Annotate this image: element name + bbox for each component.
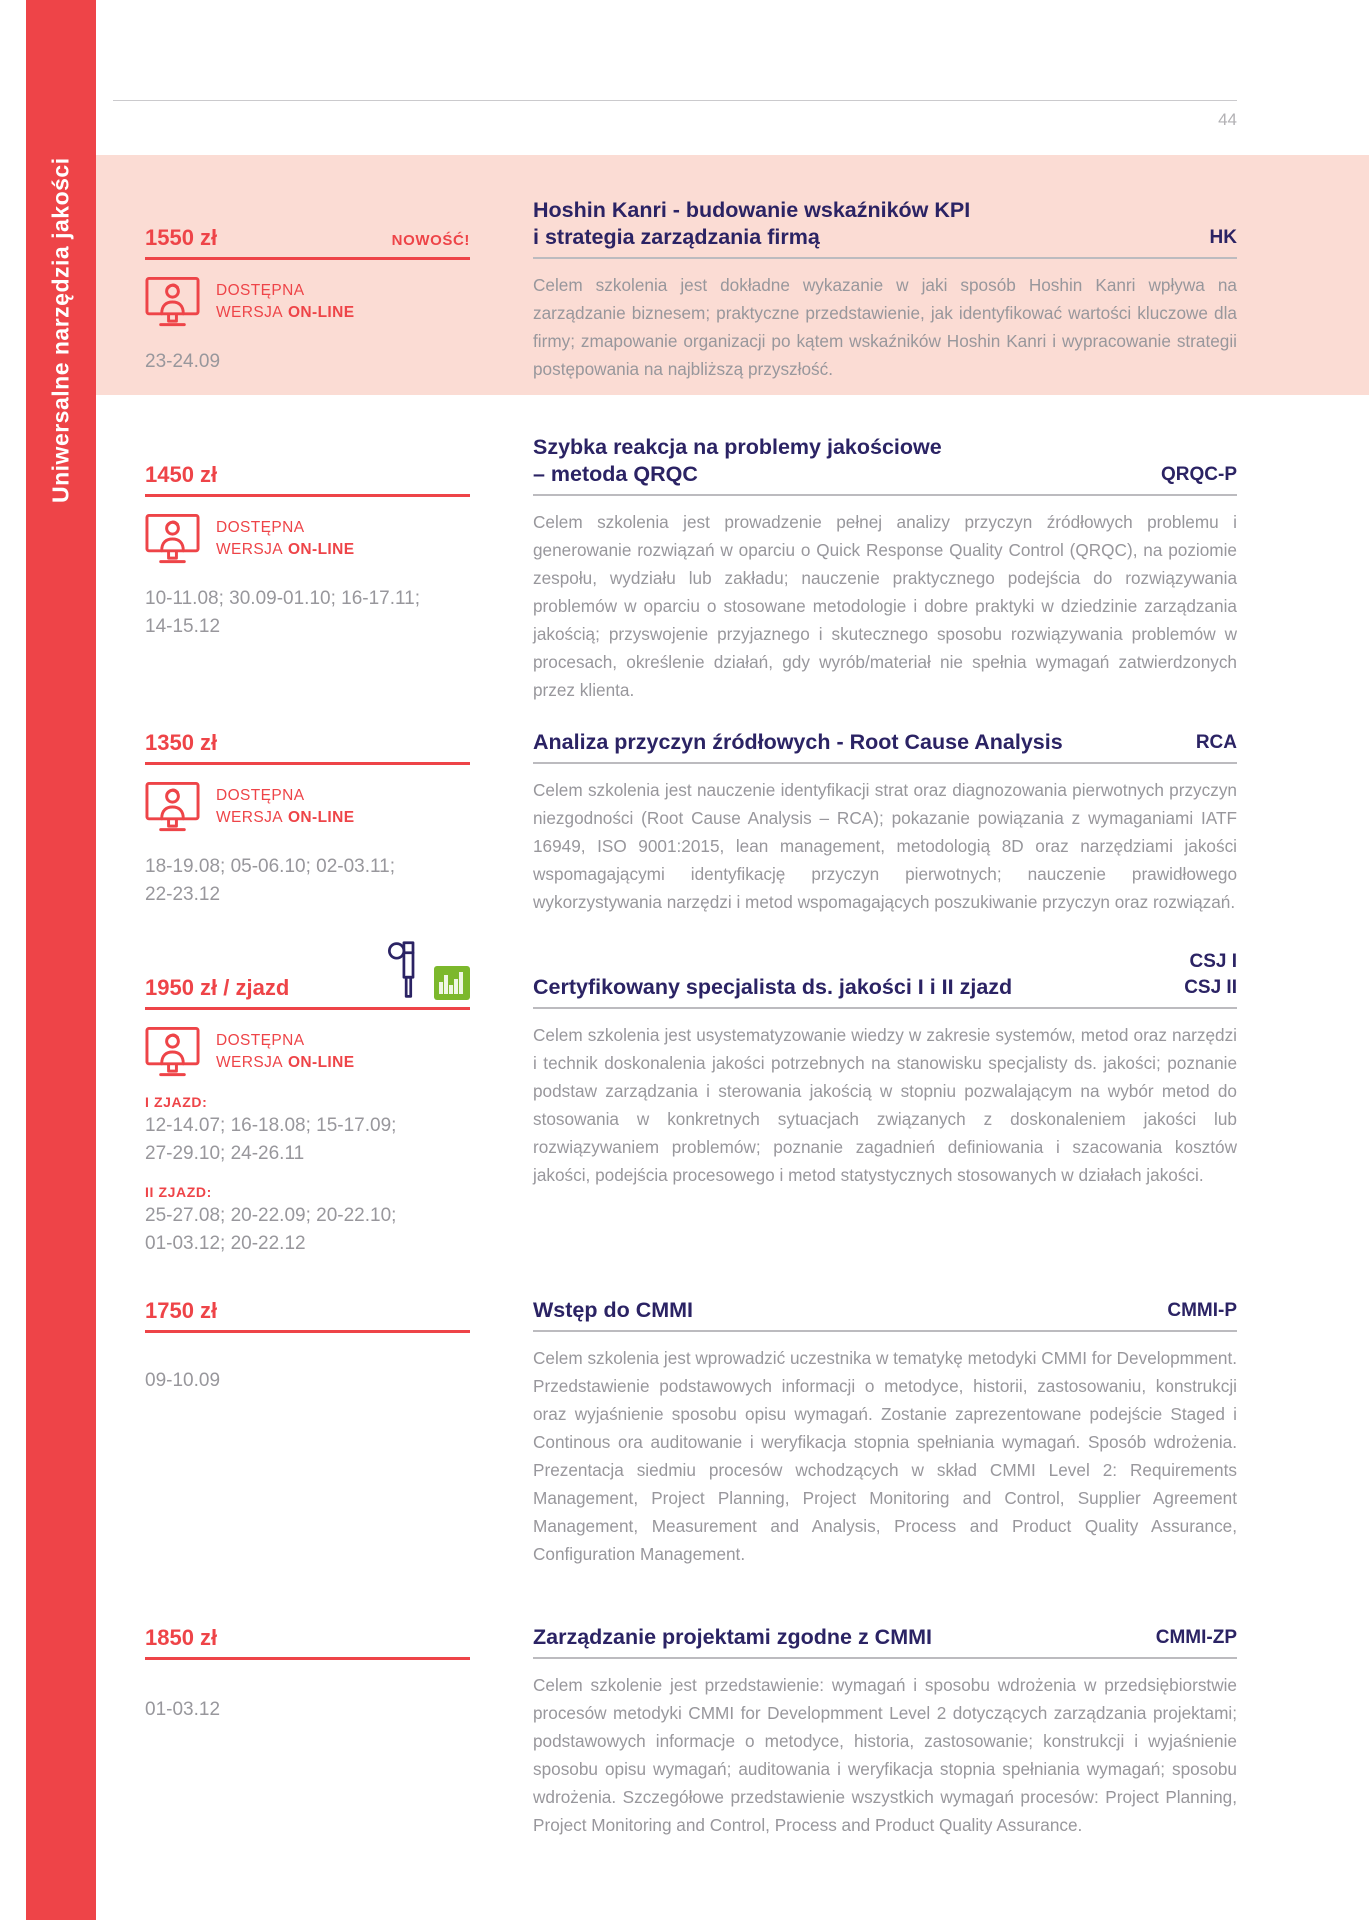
date-line: 23-24.09 bbox=[145, 351, 221, 372]
title-row bbox=[533, 1605, 1237, 1651]
title-divider bbox=[533, 1657, 1237, 1659]
course-code bbox=[1210, 225, 1237, 251]
course-entry-hk bbox=[145, 179, 1237, 383]
date-line: 18-19.08; 05-06.10; 02-03.11; bbox=[145, 856, 396, 877]
course-info-column bbox=[533, 710, 1237, 916]
online-label-online: ON-LINE bbox=[287, 1054, 355, 1071]
price-row bbox=[145, 179, 470, 251]
course-description: Celem szkolenie jest przedstawienie: wymagań i sposobu wdrożenia w przedsiębiorstwie procesów metodyki CMMI for Developmment Level 2 dotyczących zarządzania projektami; podstawowych informacje o metodyce, historia, zastosowanie; konstrukcji i wyjaśnienie sposobu opisu wymagań; auditowania i weryfikacja stopnia spełniania wymagań; sposobu wdrożenia. Szczegółowe przedstawienie wszystkich wymagań procesów: Project Planning, Project Monitoring and Control, Process and Product Quality Assurance. bbox=[533, 1675, 1237, 1835]
title-row bbox=[533, 179, 1237, 251]
online-version-row bbox=[145, 1026, 470, 1078]
course-entry-cmmi-zp bbox=[145, 1605, 1237, 1839]
course-description: Celem szkolenia jest dokładne wykazanie w jaki sposób Hoshin Kanri wpływa na zarządzanie biznesem; praktyczne przedstawienie, jak identyfikować wartości kluczowe dla firmy; zmapowanie organizacji po kątem wskaźników Hoshin Kanri i wypracowanie strategii postępowania na najbliższą przyszłość. bbox=[533, 275, 1237, 379]
course-price: 1450 zł bbox=[145, 462, 218, 487]
course-description: Celem szkolenia jest usystematyzowanie wiedzy w zakresie systemów, metod oraz narzędzi i technik doskonalenia jakości potrzebnych na stanowisku specjalisty ds. jakości; poznanie podstaw zarządzania i sterowania jakością w stopniu pozwalającym na wybór metod do stosowania w konkretnych sytuacjach związanych z doskonaleniem jakości lub rozwiązywaniem problemów; poznanie zagadnień definiowania i szacowania kosztów jakości, podejścia procesowego i metod statystycznych stosowanych w działach jakości. bbox=[533, 1025, 1237, 1185]
session2-label: II ZJAZD: bbox=[145, 1184, 212, 1200]
course-entry-rca bbox=[145, 710, 1237, 916]
online-monitor-icon bbox=[145, 1026, 200, 1078]
online-label-line1: DOSTĘPNA bbox=[216, 1032, 305, 1049]
course-dates bbox=[145, 853, 470, 909]
course-entry-cmmi-p bbox=[145, 1278, 1237, 1568]
price-row bbox=[145, 1605, 470, 1651]
code-line: HK bbox=[1209, 227, 1237, 248]
title-line: Zarządzanie projektami zgodne z CMMI bbox=[533, 1625, 932, 1649]
price-underline bbox=[145, 1007, 470, 1010]
course-price: 1550 zł bbox=[145, 225, 218, 250]
title-line: i strategia zarządzania firmą bbox=[533, 225, 820, 249]
date-line: 01-03.12 bbox=[145, 1699, 221, 1720]
session1-dates bbox=[145, 1112, 470, 1168]
price-row bbox=[145, 929, 470, 1001]
course-code bbox=[1167, 1298, 1237, 1324]
course-meta-column bbox=[145, 929, 470, 1258]
course-meta-column bbox=[145, 179, 470, 383]
course-dates bbox=[145, 348, 470, 376]
date-line: 27-29.10; 24-26.11 bbox=[145, 1143, 305, 1164]
course-price: 1750 zł bbox=[145, 1298, 218, 1323]
date-line: 10-11.08; 30.09-01.10; 16-17.11; bbox=[145, 588, 421, 609]
course-info-column bbox=[533, 1278, 1237, 1568]
date-line: 25-27.08; 20-22.09; 20-22.10; bbox=[145, 1205, 397, 1226]
course-description: Celem szkolenia jest wprowadzić uczestnika w tematykę metodyki CMMI for Developmment. Przedstawienie podstawowych informacji o metodyce, historii, zastosowaniu, konstrukcji oraz wyjaśnienie sposobu opisu wymagań. Zostanie zaprezentowane podejście Staged i Continous ora auditowanie i weryfikacja stopnia spełniania wymagań. Sposób wdrożenia. Prezentacja siedmiu procesów wchodzących w skład CMMI Level 2: Requirements Management, Project Planning, Project Monitoring and Control, Supplier Agreement Management, Measurement and Analysis, Process and Product Quality Assurance, Configuration Management. bbox=[533, 1348, 1237, 1564]
new-badge: NOWOŚĆ! bbox=[391, 232, 470, 249]
course-title bbox=[533, 434, 942, 488]
course-title bbox=[533, 1624, 932, 1651]
title-divider bbox=[533, 494, 1237, 496]
title-row bbox=[533, 1278, 1237, 1324]
price-row bbox=[145, 710, 470, 756]
online-label-online: ON-LINE bbox=[287, 541, 355, 558]
course-title bbox=[533, 1297, 693, 1324]
date-line: 14-15.12 bbox=[145, 616, 221, 637]
online-label-wersja: WERSJA bbox=[216, 1054, 283, 1071]
course-dates bbox=[145, 1696, 470, 1724]
title-line: Analiza przyczyn źródłowych - Root Cause Analysis bbox=[533, 730, 1063, 754]
online-version-label bbox=[216, 517, 354, 561]
online-label-line2 bbox=[216, 807, 354, 829]
code-line: RCA bbox=[1195, 732, 1237, 753]
online-version-label bbox=[216, 785, 354, 829]
price-row bbox=[145, 416, 470, 488]
price-underline bbox=[145, 1657, 470, 1660]
header-divider bbox=[113, 100, 1237, 101]
category-sidebar bbox=[26, 0, 96, 1920]
online-label-line2 bbox=[216, 1052, 354, 1074]
online-version-row bbox=[145, 781, 470, 833]
price-underline bbox=[145, 257, 470, 260]
online-label-wersja: WERSJA bbox=[216, 809, 283, 826]
page-number: 44 bbox=[1218, 110, 1237, 129]
title-row bbox=[533, 929, 1237, 1001]
online-version-row bbox=[145, 276, 470, 328]
code-line: CMMI-ZP bbox=[1155, 1627, 1237, 1648]
title-line: Szybka reakcja na problemy jakościowe bbox=[533, 435, 942, 459]
course-code bbox=[1161, 462, 1237, 488]
online-monitor-icon bbox=[145, 781, 200, 833]
title-divider bbox=[533, 1007, 1237, 1009]
online-version-label bbox=[216, 1030, 354, 1074]
code-line: CMMI-P bbox=[1167, 1300, 1237, 1321]
price-row bbox=[145, 1278, 470, 1324]
course-entry-qrqc bbox=[145, 416, 1237, 704]
course-description: Celem szkolenia jest prowadzenie pełnej analizy przyczyn źródłowych problemu i generowanie rozwiązań w oparciu o Quick Response Quality Control (QRQC), na poziomie zespołu, wydziału lub zakładu; nauczenie praktycznego podejścia do rozwiązywania problemów w oparciu o stosowane metodologie i dobre praktyki w dziedzinie zarządzania jakością; przyswojenie przyjaznego i skutecznego sposobu rozwiązywania problemów w procesach, określenie działań, gdy wyrób/materiał nie spełnia wymagań zatwierdzonych przez klienta. bbox=[533, 512, 1237, 700]
course-info-column bbox=[533, 179, 1237, 383]
course-info-column bbox=[533, 1605, 1237, 1839]
course-dates bbox=[145, 1367, 470, 1395]
course-price: 1950 zł / zjazd bbox=[145, 975, 290, 1000]
course-code bbox=[1184, 949, 1237, 1001]
course-code bbox=[1196, 730, 1237, 756]
code-line: QRQC-P bbox=[1161, 464, 1237, 485]
online-label-line2 bbox=[216, 302, 354, 324]
course-description: Celem szkolenia jest nauczenie identyfikacji strat oraz diagnozowania pierwotnych przyczyn niezgodności (Root Cause Analysis – RCA); pokazanie powiązania z wymaganiami IATF 16949, ISO 9001:2015, lean management, metodologią 8D oraz narzędziami jakości wspomagającymi identyfikację przyczyn pierwotnych; nauczenie prawidłowego wykorzystywania narzędzi i metod wspomagających poszukiwanie przyczyn oraz rozwiązań. bbox=[533, 780, 1237, 912]
online-label-online: ON-LINE bbox=[287, 304, 355, 321]
online-label-line2 bbox=[216, 539, 354, 561]
session1-label: I ZJAZD: bbox=[145, 1094, 208, 1110]
date-line: 01-03.12; 20-22.12 bbox=[145, 1233, 306, 1254]
price-underline bbox=[145, 1330, 470, 1333]
online-label-line1: DOSTĘPNA bbox=[216, 282, 305, 299]
online-label-wersja: WERSJA bbox=[216, 304, 283, 321]
course-info-column bbox=[533, 416, 1237, 704]
course-meta-column bbox=[145, 1278, 470, 1568]
course-title bbox=[533, 729, 1063, 756]
online-label-wersja: WERSJA bbox=[216, 541, 283, 558]
course-meta-column bbox=[145, 416, 470, 704]
category-sidebar-label: Uniwersalne narzędzia jakości bbox=[47, 157, 74, 503]
course-entry-csj bbox=[145, 929, 1237, 1258]
price-underline bbox=[145, 494, 470, 497]
course-title bbox=[533, 197, 970, 251]
course-title bbox=[533, 974, 1012, 1001]
session2-dates bbox=[145, 1202, 470, 1258]
title-line: – metoda QRQC bbox=[533, 462, 698, 486]
title-line: Certyfikowany specjalista ds. jakości I i II zjazd bbox=[533, 975, 1013, 999]
title-divider bbox=[533, 1330, 1237, 1332]
course-meta-column bbox=[145, 1605, 470, 1839]
title-divider bbox=[533, 257, 1237, 259]
course-price: 1350 zł bbox=[145, 730, 218, 755]
title-row bbox=[533, 710, 1237, 756]
online-monitor-icon bbox=[145, 276, 200, 328]
bar-chart-icon bbox=[434, 966, 470, 1000]
code-line: CSJ II bbox=[1184, 977, 1237, 998]
online-label-online: ON-LINE bbox=[287, 809, 355, 826]
title-line: Wstęp do CMMI bbox=[533, 1298, 694, 1322]
title-row bbox=[533, 416, 1237, 488]
course-meta-column bbox=[145, 710, 470, 916]
date-line: 09-10.09 bbox=[145, 1370, 221, 1391]
price-underline bbox=[145, 762, 470, 765]
date-line: 12-14.07; 16-18.08; 15-17.09; bbox=[145, 1115, 397, 1136]
online-version-label bbox=[216, 280, 354, 324]
course-icons bbox=[386, 940, 470, 1001]
code-line: CSJ I bbox=[1189, 951, 1237, 972]
caliper-icon bbox=[386, 940, 420, 1000]
title-line: Hoshin Kanri - budowanie wskaźników KPI bbox=[533, 198, 971, 222]
course-info-column bbox=[533, 929, 1237, 1258]
online-monitor-icon bbox=[145, 513, 200, 565]
course-price: 1850 zł bbox=[145, 1625, 218, 1650]
online-label-line1: DOSTĘPNA bbox=[216, 519, 305, 536]
online-label-line1: DOSTĘPNA bbox=[216, 787, 305, 804]
course-code bbox=[1156, 1625, 1237, 1651]
date-line: 22-23.12 bbox=[145, 884, 221, 905]
course-dates bbox=[145, 585, 470, 641]
online-version-row bbox=[145, 513, 470, 565]
title-divider bbox=[533, 762, 1237, 764]
